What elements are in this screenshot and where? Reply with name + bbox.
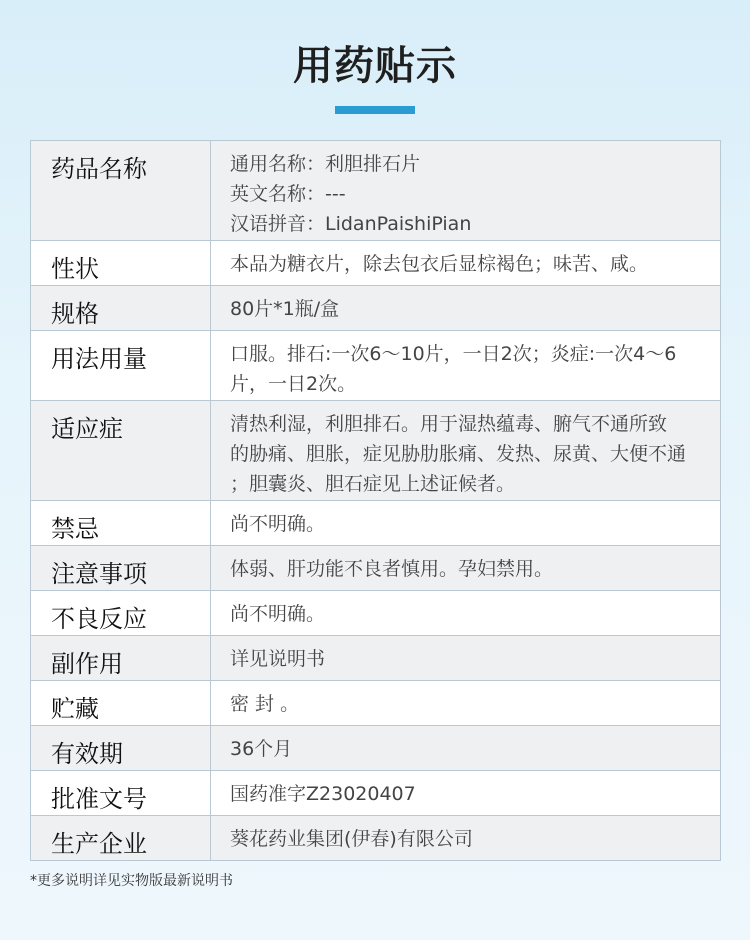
row-value xyxy=(211,546,721,591)
footnote: *更多说明详见实物版最新说明书 xyxy=(30,873,233,889)
value-line: ；胆囊炎、胆石症见上述证候者。 xyxy=(230,473,516,495)
value-line: 的胁痛、胆胀，症见胁肋胀痛、发热、尿黄、大便不通 xyxy=(230,443,687,465)
row-value xyxy=(211,141,721,241)
row-label: 不良反应 xyxy=(31,591,211,636)
value-line: 清热利湿，利胆排石。用于湿热蕴毒、腑气不通所致 xyxy=(230,413,668,435)
table-row xyxy=(31,726,721,771)
value-line: 英文名称：--- xyxy=(230,183,346,205)
row-value xyxy=(211,771,721,816)
table-row xyxy=(31,501,721,546)
title-underline xyxy=(335,106,415,114)
value-line: 国药准字Z23020407 xyxy=(230,783,416,805)
table-row xyxy=(31,401,721,501)
row-label: 有效期 xyxy=(31,726,211,771)
value-line: 尚不明确。 xyxy=(230,603,326,625)
row-label: 批准文号 xyxy=(31,771,211,816)
row-label: 性状 xyxy=(31,241,211,286)
value-line: 葵花药业集团(伊春)有限公司 xyxy=(230,828,473,850)
table-row xyxy=(31,546,721,591)
value-line: 密 封 。 xyxy=(230,693,300,715)
row-value xyxy=(211,501,721,546)
table-row xyxy=(31,241,721,286)
row-value xyxy=(211,241,721,286)
table-row xyxy=(31,141,721,241)
row-label: 贮藏 xyxy=(31,681,211,726)
value-line: 36个月 xyxy=(230,738,293,760)
page-title: 用药贴示 xyxy=(293,43,457,89)
row-value xyxy=(211,591,721,636)
table-row xyxy=(31,816,721,861)
table-row xyxy=(31,286,721,331)
row-label: 用法用量 xyxy=(31,331,211,401)
row-value xyxy=(211,331,721,401)
table-row xyxy=(31,331,721,401)
row-label: 规格 xyxy=(31,286,211,331)
value-line: 口服。排石:一次6～10片，一日2次；炎症:一次4～6 xyxy=(230,343,677,365)
row-label: 禁忌 xyxy=(31,501,211,546)
table-row xyxy=(31,771,721,816)
table-row xyxy=(31,591,721,636)
table-row xyxy=(31,681,721,726)
row-label: 注意事项 xyxy=(31,546,211,591)
row-label: 适应症 xyxy=(31,401,211,501)
row-value xyxy=(211,816,721,861)
row-value xyxy=(211,636,721,681)
row-value xyxy=(211,681,721,726)
row-label: 生产企业 xyxy=(31,816,211,861)
row-value xyxy=(211,401,721,501)
value-line: 汉语拼音：LidanPaishiPian xyxy=(230,213,472,235)
drug-info-table xyxy=(30,140,721,861)
row-value xyxy=(211,286,721,331)
value-line: 详见说明书 xyxy=(230,648,326,670)
row-value xyxy=(211,726,721,771)
value-line: 本品为糖衣片，除去包衣后显棕褐色；味苦、咸。 xyxy=(230,253,649,275)
value-line: 尚不明确。 xyxy=(230,513,326,535)
value-line: 通用名称：利胆排石片 xyxy=(230,153,421,175)
table-row xyxy=(31,636,721,681)
row-label: 副作用 xyxy=(31,636,211,681)
value-line: 80片*1瓶/盒 xyxy=(230,298,340,320)
row-label: 药品名称 xyxy=(31,141,211,241)
value-line: 片，一日2次。 xyxy=(230,373,357,395)
value-line: 体弱、肝功能不良者慎用。孕妇禁用。 xyxy=(230,558,554,580)
